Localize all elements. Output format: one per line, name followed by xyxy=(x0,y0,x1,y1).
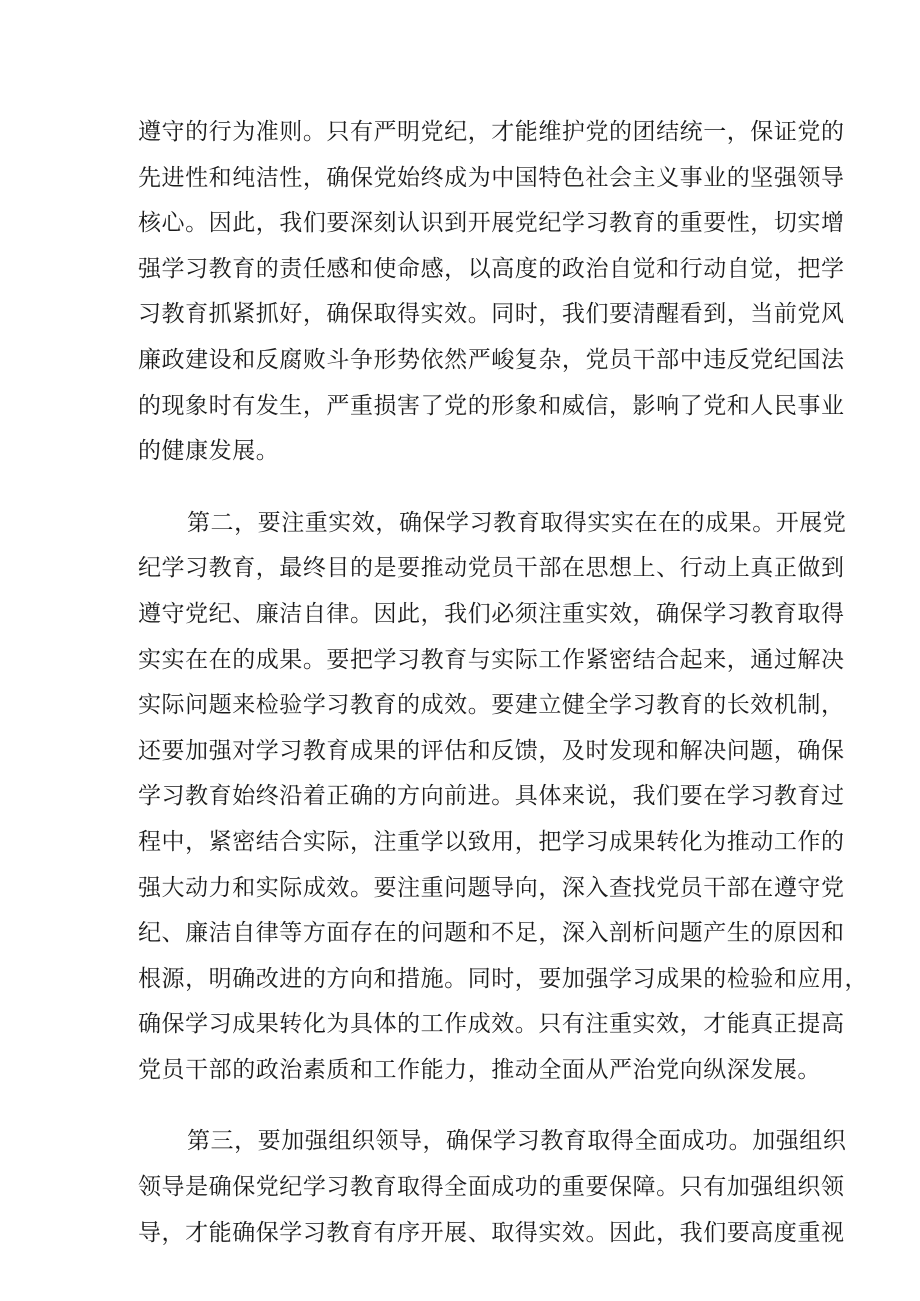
text-line: 实际问题来检验学习教育的成效。要建立健全学习教育的长效机制， xyxy=(138,692,845,719)
text-line: 先进性和纯洁性，确保党始终成为中国特色社会主义事业的坚强领导 xyxy=(138,164,845,191)
text-line: 核心。因此，我们要深刻认识到开展党纪学习教育的重要性，切实增 xyxy=(138,210,845,237)
paragraph-1 xyxy=(138,110,845,475)
text-line: 纪、廉洁自律等方面存在的问题和不足，深入剖析问题产生的原因和 xyxy=(138,920,845,947)
text-line: 党员干部的政治素质和工作能力，推动全面从严治党向纵深发展。 xyxy=(138,1056,821,1083)
text-line: 纪学习教育，最终目的是要推动党员干部在思想上、行动上真正做到 xyxy=(138,555,845,582)
text-line: 第二，要注重实效，确保学习教育取得实实在在的成果。开展党 xyxy=(187,509,847,536)
text-line: 实实在在的成果。要把学习教育与实际工作紧密结合起来，通过解决 xyxy=(138,646,845,673)
text-line: 强大动力和实际成效。要注重问题导向，深入查找党员干部在遵守党 xyxy=(138,874,845,901)
text-line: 学习教育始终沿着正确的方向前进。具体来说，我们要在学习教育过 xyxy=(138,783,845,810)
text-line: 还要加强对学习教育成果的评估和反馈，及时发现和解决问题，确保 xyxy=(138,737,845,764)
text-line: 根源，明确改进的方向和措施。同时，要加强学习成果的检验和应用， xyxy=(138,965,869,992)
text-line: 习教育抓紧抓好，确保取得实效。同时，我们要清醒看到，当前党风 xyxy=(138,301,845,328)
paragraph-2 xyxy=(138,501,869,1094)
text-line: 的健康发展。 xyxy=(138,438,280,465)
paragraph-spacer xyxy=(138,1093,788,1119)
text-line: 强学习教育的责任感和使命感，以高度的政治自觉和行动自觉，把学 xyxy=(138,255,845,282)
text-line: 第三，要加强组织领导，确保学习教育取得全面成功。加强组织 xyxy=(187,1128,847,1155)
text-line: 廉政建设和反腐败斗争形势依然严峻复杂，党员干部中违反党纪国法 xyxy=(138,346,845,373)
text-line: 遵守的行为准则。只有严明党纪，才能维护党的团结统一，保证党的 xyxy=(138,119,845,145)
document-body xyxy=(138,110,869,1256)
text-line: 导，才能确保学习教育有序开展、取得实效。因此，我们要高度重视 xyxy=(138,1219,845,1246)
text-line: 遵守党纪、廉洁自律。因此，我们必须注重实效，确保学习教育取得 xyxy=(138,600,845,627)
text-line: 领导是确保党纪学习教育取得全面成功的重要保障。只有加强组织领 xyxy=(138,1174,845,1201)
text-line: 程中，紧密结合实际，注重学以致用，把学习成果转化为推动工作的 xyxy=(138,828,845,855)
paragraph-3 xyxy=(138,1119,847,1256)
text-line: 确保学习成果转化为具体的工作成效。只有注重实效，才能真正提高 xyxy=(138,1011,845,1038)
paragraph-spacer xyxy=(138,475,788,501)
text-line: 的现象时有发生，严重损害了党的形象和威信，影响了党和人民事业 xyxy=(138,392,845,419)
